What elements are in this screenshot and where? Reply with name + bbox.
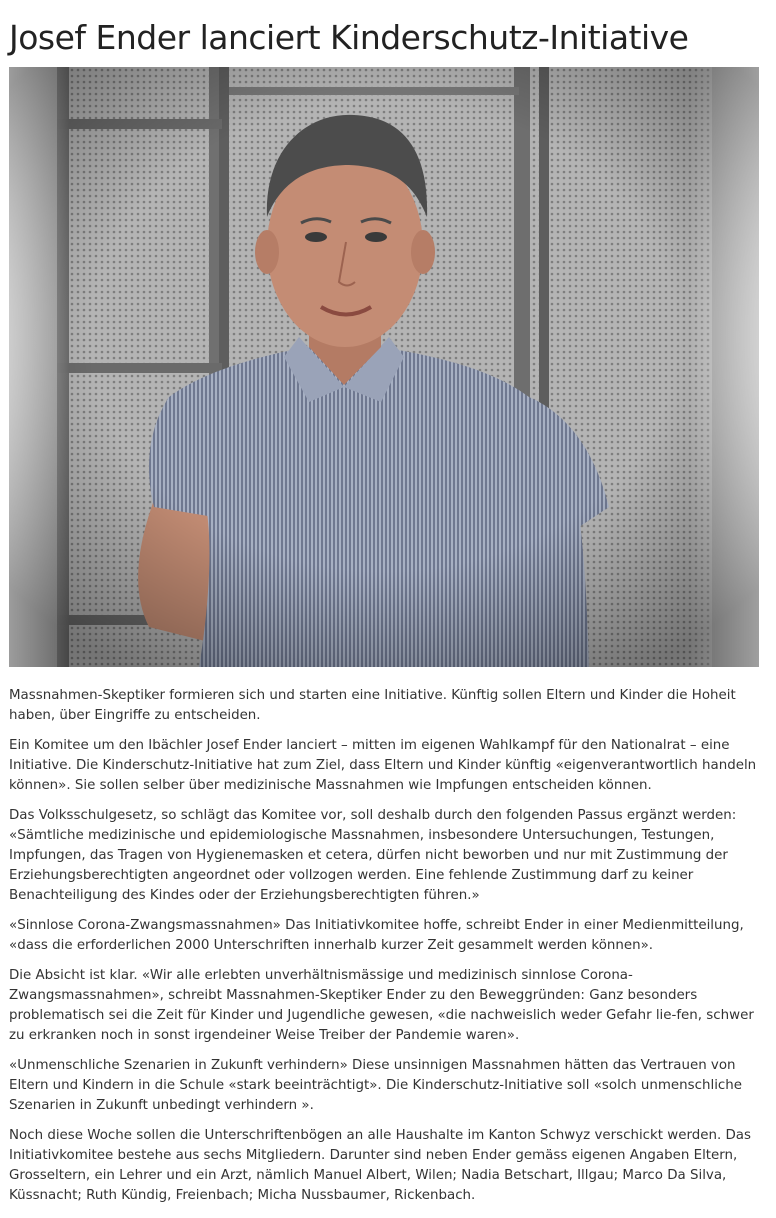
portrait-image <box>9 67 759 667</box>
article-title: Josef Ender lanciert Kinderschutz-Initiative <box>9 18 689 57</box>
body-paragraph: Ein Komitee um den Ibächler Josef Ender lanciert – mitten im eigenen Wahlkampf für den Nationalrat – eine Initiative. Die Kinderschutz-Initiative hat zum Ziel, dass Eltern und Kinder künftig «eigenverantwortlich handeln können». Sie sollen selber über medizinische Massnahmen wie Impfungen entscheiden können. <box>9 738 757 793</box>
body-paragraph: Das Volksschulgesetz, so schlägt das Komitee vor, soll deshalb durch den folgenden Passus ergänzt werden: «Sämtliche medizinische und epidemiologische Massnahmen, insbesondere Untersuchungen, Testungen, Impfungen, das Tragen von Hygienemasken et cetera, dürfen nicht beworben und nur mit Zustimmung der Erziehungsberechtigten angeordnet oder vollzogen werden. Eine fehlende Zustimmung darf zu keiner Benachteiligung des Kindes oder der Erziehungsberechtigten führen.» <box>9 808 737 903</box>
body-paragraph: «Sinnlose Corona-Zwangsmassnahmen» Das Initiativkomitee hoffe, schreibt Ender in einer Medienmitteilung, «dass die erforderlichen 2000 Unterschriften innerhalb kurzer Zeit gesammelt werden können». <box>9 918 744 953</box>
body-paragraph: Die Absicht ist klar. «Wir alle erlebten unverhältnismässige und medizinisch sinnlose Corona-Zwangsmassnahmen», schreibt Massnahmen-Skeptiker Ender zu den Beweggründen: Ganz besonders problematisch sei die Zeit für Kinder und Jugendliche gewesen, «die nachweislich weder Gefahr lie-fen, schwer zu erkranken noch in sonst irgendeiner Weise Treiber der Pandemie waren». <box>9 968 754 1043</box>
lead-paragraph: Massnahmen-Skeptiker formieren sich und starten eine Initiative. Künftig sollen Eltern und Kinder die Hoheit haben, über Eingriffe zu entscheiden. <box>9 688 736 723</box>
body-paragraph: «Unmenschliche Szenarien in Zukunft verhindern» Diese unsinnigen Massnahmen hätten das Vertrauen von Eltern und Kindern in die Schule «stark beeinträchtigt». Die Kinderschutz-Initiative soll «solch unmenschliche Szenarien in Zukunft unbedingt verhindern ». <box>9 1058 742 1113</box>
article-photo <box>9 67 759 667</box>
article-body <box>9 686 761 1216</box>
body-paragraph: Noch diese Woche sollen die Unterschriftenbögen an alle Haushalte im Kanton Schwyz verschickt werden. Das Initiativkomitee bestehe aus sechs Mitgliedern. Darunter sind neben Ender gemäss eigenen Angaben Eltern, Grosseltern, ein Lehrer und ein Arzt, nämlich Manuel Albert, Wilen; Nadia Betschart, Illgau; Marco Da Silva, Küssnacht; Ruth Kündig, Freienbach; Micha Nussbaumer, Rickenbach. <box>9 1128 751 1203</box>
